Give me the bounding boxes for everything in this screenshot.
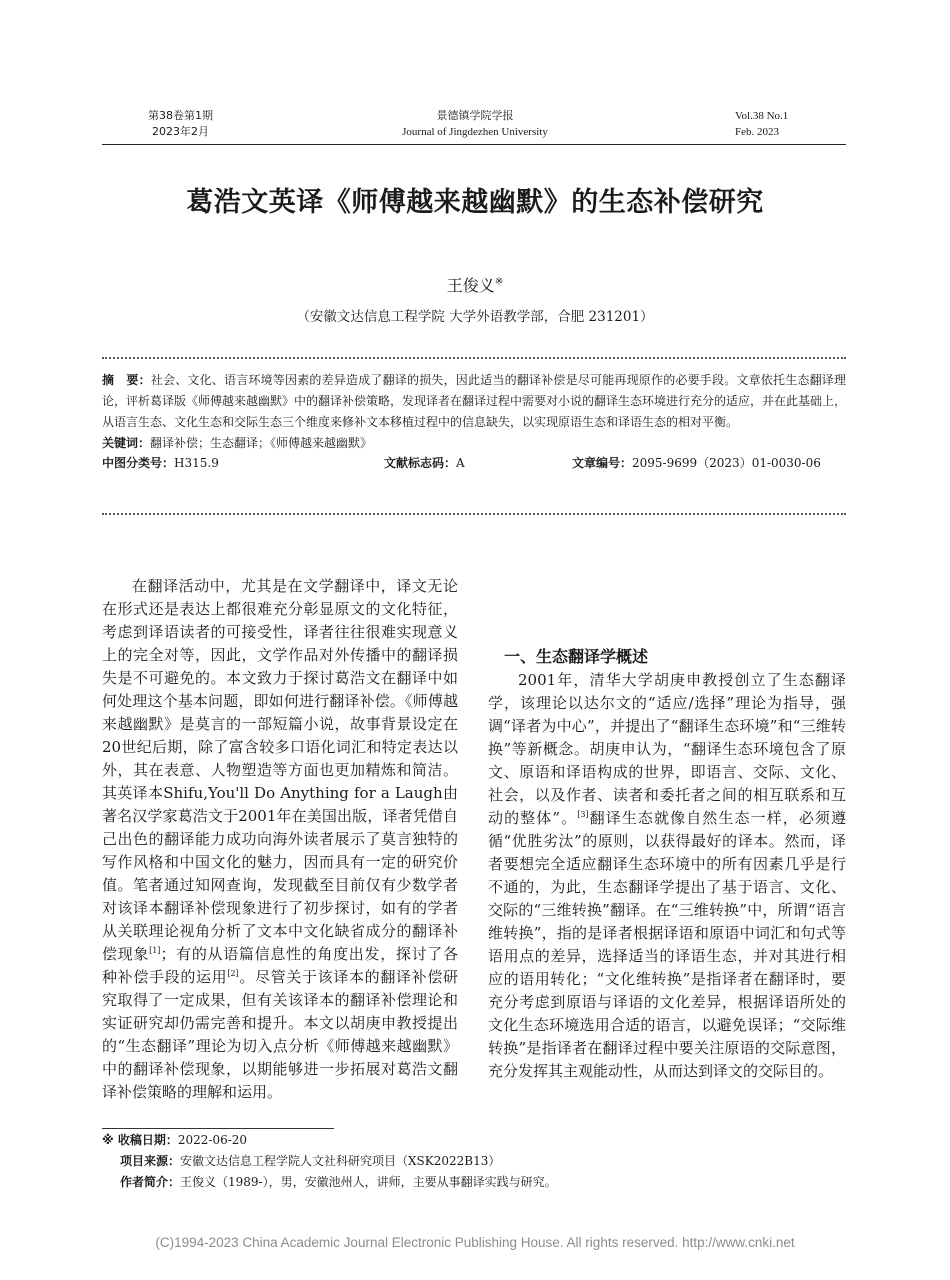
author-name: 王俊义 bbox=[446, 276, 495, 295]
keywords-label: 关键词： bbox=[102, 436, 151, 450]
keywords bbox=[102, 433, 846, 453]
author-bio-value: 王俊义（1989-），男，安徽池州人，讲师，主要从事翻译实践与研究。 bbox=[180, 1175, 557, 1189]
author-bio bbox=[102, 1172, 846, 1193]
article-number-label: 文章编号： bbox=[572, 456, 633, 470]
footnotes bbox=[102, 1130, 846, 1193]
clc-number bbox=[102, 453, 219, 473]
footnote-rule bbox=[102, 1128, 334, 1129]
journal-name bbox=[0, 108, 950, 140]
copyright-notice: (C)1994-2023 China Academic Journal Electronic Publishing House. All rights reserved. http://www.cnki.net bbox=[155, 1235, 795, 1250]
project-source bbox=[102, 1151, 846, 1172]
journal-volume-en bbox=[735, 108, 788, 140]
doc-code-label: 文献标志码： bbox=[384, 456, 457, 470]
project-label: 项目来源： bbox=[120, 1154, 181, 1168]
paragraph-text: 。尽管关于该译本的翻译补偿研究取得了一定成果，但有关该译本的翻译补偿理论和实证研究却仍需完善和提升。本文以胡庚申教授提出的“生态翻译”理论为切入点分析《师傅越来越幽默》中的翻译补偿现象，以期能够进一步拓展对葛浩文翻译补偿策略的理解和运用。 bbox=[102, 968, 458, 1101]
citation-2: [2] bbox=[227, 969, 239, 978]
section-heading-1: 一、生态翻译学概述 bbox=[504, 647, 649, 666]
received-label: ※ 收稿日期： bbox=[102, 1133, 178, 1147]
doc-code-value: A bbox=[456, 456, 465, 470]
paragraph-text: ；有的从语篇信息性的角度出发，探讨了各种补偿手段的运用 bbox=[102, 945, 458, 986]
article-number bbox=[572, 453, 821, 473]
author-footnote-mark: ※ bbox=[494, 276, 504, 288]
header-rule bbox=[102, 144, 846, 145]
volume-issue-en: Vol.38 No.1 bbox=[735, 110, 789, 122]
paragraph-text: 在翻译活动中，尤其是在文学翻译中，译文无论在形式还是表达上都很难充分彰显原文的文化特征，考虑到译语读者的可接受性，译者往往很难实现意义上的完全对等，因此，文学作品对外传播中的翻译损失是不可避免的。本文致力于探讨葛浩文在翻译中如何处理这个基本问题，即如何进行翻译补偿。《师傅越来越幽默》是莫言的一部短篇小说，故事背景设定在20世纪后期，除了富含较多口语化词汇和特定表达以外，其在表意、人物塑造等方面也更加精炼和简洁。其英译本Shifu,You'll Do Anything for a Laugh由著名汉学家葛浩文于2001年在美国出版，译者凭借自己出色的翻译能力成功向海外读者展示了莫言独特的写作风格和中国文化的魅力，因而具有一定的研究价值。笔者通过知网查询，发现截至目前仅有少数学者对该译本翻译补偿现象进行了初步探讨，如有的学者从关联理论视角分析了文本中文化缺省成分的翻译补偿现象 bbox=[102, 577, 458, 963]
volume-issue: 第38卷第1期 bbox=[148, 109, 213, 122]
publish-date-en: Feb. 2023 bbox=[735, 126, 779, 138]
paragraph-text: 翻译生态就像自然生态一样，必须遵循“优胜劣汰”的原则，以获得最好的译本。然而，译者要想完全适应翻译生态环境中的所有因素几乎是行不通的，为此，生态翻译学提出了基于语言、文化、交际的“三维转换”翻译。在“三维转换”中，所谓“语言维转换”，指的是译者根据译语和原语中词汇和句式等语用点的差异，选择适当的译语生态，并对其进行相应的语用转化；“文化维转换”是指译者在翻译时，要充分考虑到原语与译语的文化差异，根据译语所处的文化生态环境选用合适的语言，以避免误译；“交际维转换”是指译者在翻译过程中要关注原语的交际意图，充分发挥其主观能动性，从而达到译文的交际目的。 bbox=[488, 809, 846, 1080]
author-bio-label: 作者简介： bbox=[120, 1175, 181, 1189]
document-code bbox=[384, 453, 465, 473]
abstract-top-divider bbox=[102, 357, 846, 359]
abstract-bottom-divider bbox=[102, 513, 846, 515]
abstract-block bbox=[102, 370, 846, 473]
body-paragraph-2 bbox=[488, 669, 846, 1083]
abstract bbox=[102, 370, 846, 433]
article-title: 葛浩文英译《师傅越来越幽默》的生态补偿研究 bbox=[186, 187, 764, 218]
body-paragraph-1 bbox=[102, 575, 458, 1104]
body-right-column bbox=[488, 644, 846, 1083]
keywords-text: 翻译补偿；生态翻译；《师傅越来越幽默》 bbox=[150, 436, 373, 450]
clc-value: H315.9 bbox=[174, 456, 219, 470]
publish-date: 2023年2月 bbox=[152, 125, 209, 138]
journal-name-cn: 景德镇学院学报 bbox=[436, 109, 514, 122]
received-value: 2022-06-20 bbox=[177, 1133, 248, 1147]
clc-label: 中图分类号： bbox=[102, 456, 175, 470]
abstract-text: 社会、文化、语言环境等因素的差异造成了翻译的损失，因此适当的翻译补偿是尽可能再现原作的必要手段。文章依托生态翻译理论，评析葛译版《师傅越来越幽默》中的翻译补偿策略，发现译者在翻译过程中需要对小说的翻译生态环境进行充分的适应，并在此基础上，从语言生态、文化生态和交际生态三个维度来修补文本移植过程中的信息缺失，以实现原语生态和译语生态的相对平衡。 bbox=[102, 373, 847, 429]
abstract-label: 摘 要： bbox=[102, 373, 151, 387]
paragraph-text: 2001年，清华大学胡庚申教授创立了生态翻译学，该理论以达尔文的“适应/选择”理论为指导，强调“译者为中心”，并提出了“翻译生态环境”和“三维转换”等新概念。胡庚申认为，“翻译生态环境包含了原文、原语和译语构成的世界，即语言、交际、文化、社会，以及作者、读者和委托者之间的相互联系和互动的整体”。 bbox=[488, 671, 846, 827]
project-value: 安徽文达信息工程学院人文社科研究项目（XSK2022B13） bbox=[180, 1154, 501, 1168]
journal-name-en: Journal of Jingdezhen University bbox=[402, 126, 548, 138]
received-date bbox=[102, 1130, 846, 1151]
citation-1: [1] bbox=[149, 946, 161, 955]
article-number-value: 2095-9699（2023）01-0030-06 bbox=[632, 456, 821, 470]
author-affiliation: （安徽文达信息工程学院 大学外语教学部，合肥 231201） bbox=[296, 309, 654, 325]
body-left-column bbox=[102, 575, 458, 1104]
author-line bbox=[0, 273, 950, 296]
citation-3: [3] bbox=[577, 810, 589, 819]
classification-line bbox=[102, 453, 846, 473]
